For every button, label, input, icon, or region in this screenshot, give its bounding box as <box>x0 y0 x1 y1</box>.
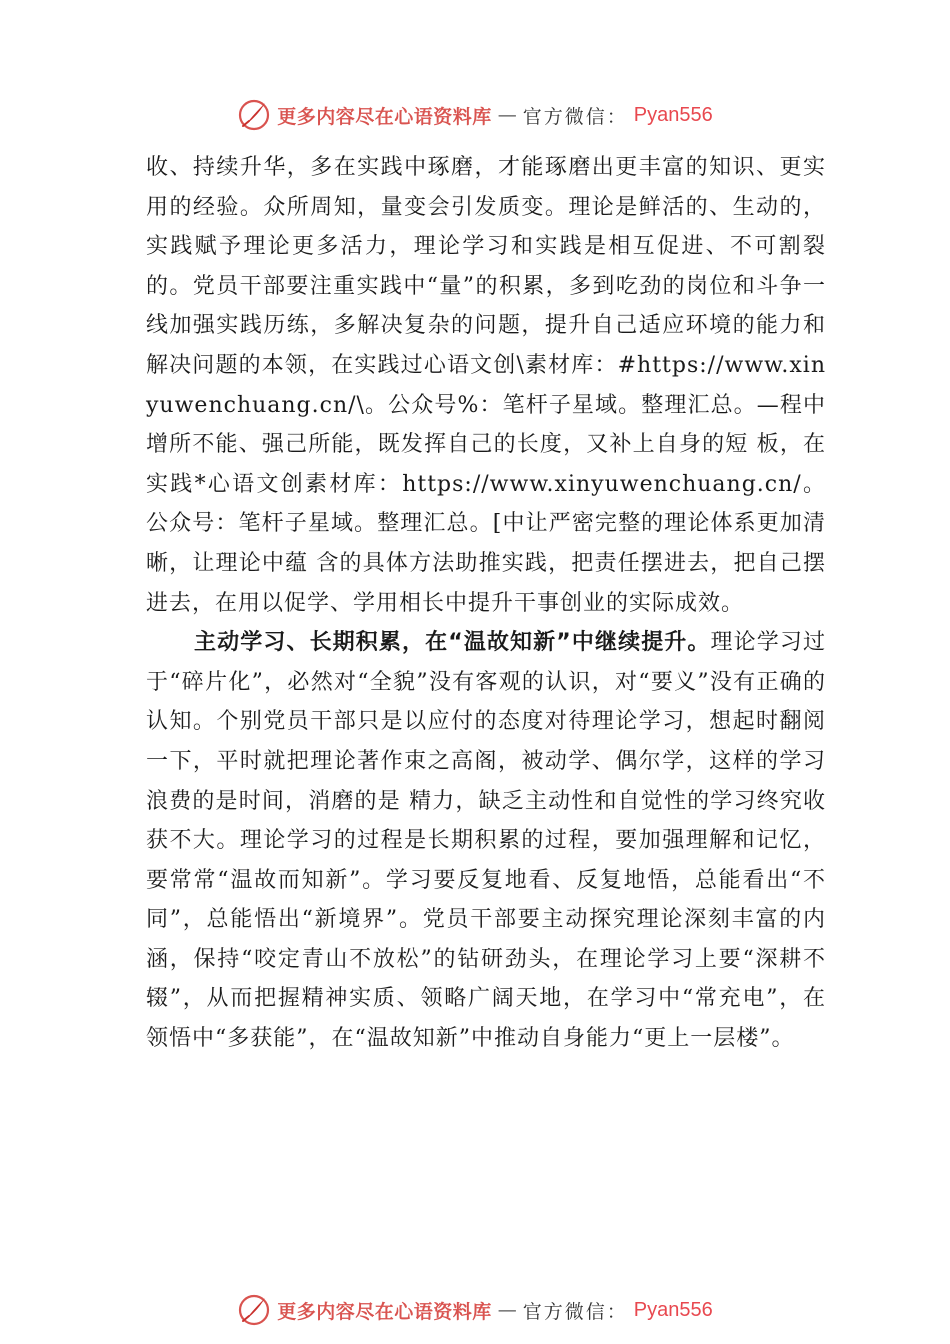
banner-wechat-label: 官方微信： <box>522 105 628 128</box>
footer-banner <box>0 1290 950 1330</box>
banner-library-text: 更多内容尽在心语资料库 <box>277 1300 492 1323</box>
banner-wechat-label: 官方微信： <box>522 1300 628 1323</box>
quill-pen-logo-icon <box>237 98 271 132</box>
paragraph-lead-heading: 主动学习、长期积累，在“温故知新”中继续提升。 <box>194 630 711 656</box>
banner-wechat-id: Pyan556 <box>633 1298 713 1321</box>
banner-separator: — <box>497 1299 517 1321</box>
banner-library-text: 更多内容尽在心语资料库 <box>277 105 492 128</box>
header-banner <box>0 95 950 135</box>
document-body <box>146 148 826 1059</box>
paragraph-practice: 收、持续升华，多在实践中琢磨，才能琢磨出更丰富的知识、更实用的经验。众所周知，量变会引发质变。理论是鲜活的、生动的，实践赋予理论更多活力，理论学习和实践是相互促进、不可割裂的。党员干部要注重实践中“量”的积累，多到吃劲的岗位和斗争一线加强实践历练，多解决复杂的问题，提升自己适应环境的能力和解决问题的本领，在实践过心语文创\素材库：#https://www.xinyuwenchuang.cn/\。公众号%：笔杆子星域。整理汇总。—程中 增所不能、强己所能，既发挥自己的长度，又补上自身的短 板，在实践*心语文创素材库：https://www.xinyuwenchuang.cn/。公众号：笔杆子星域。整理汇总。[中让严密完整的理论体系更加清晰，让理论中蕴 含的具体方法助推实践，把责任摆进去，把自己摆进去，在用以促学、学用相长中提升干事创业的实际成效。 <box>146 155 826 616</box>
quill-pen-logo-icon <box>237 1293 271 1327</box>
banner-separator: — <box>497 104 517 126</box>
paragraph-body-text: 理论学习过于“碎片化”，必然对“全貌”没有客观的认识，对“要义”没有正确的认知。个别党员干部只是以应付的态度对待理论学习，想起时翻阅一下，平时就把理论著作束之高阁，被动学、偶尔学，这样的学习浪费的是时间，消磨的是 精力，缺乏主动性和自觉性的学习终究收获不大。理论学习的过程是长期积累的过程，要加强理解和记忆，要常常“温故而知新”。学习要反复地看、反复地悟，总能看出“不同”，总能悟出“新境界”。党员干部要主动探究理论深刻丰富的内涵，保持“咬定青山不放松”的钻研劲头，在理论学习上要“深耕不辍”，从而把握精神实质、领略广阔天地，在学习中“常充电”，在领悟中“多获能”，在“温故知新”中推动自身能力“更上一层楼”。 <box>146 630 826 1052</box>
paragraph-continuous-learning <box>146 623 826 1059</box>
banner-wechat-id: Pyan556 <box>633 103 713 126</box>
